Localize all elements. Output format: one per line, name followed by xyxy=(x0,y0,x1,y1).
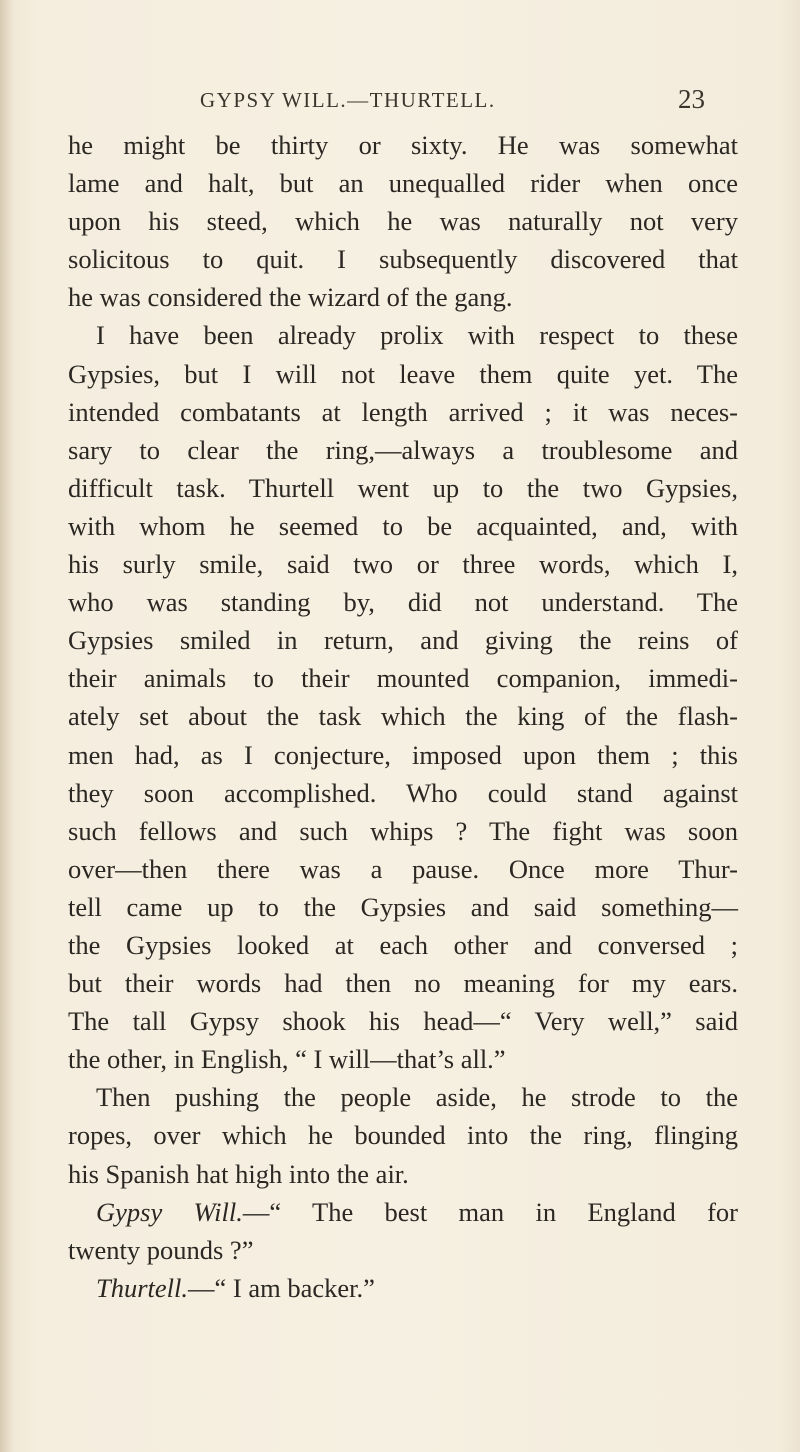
text-line: the other, in English, “ I will—that’s all.” xyxy=(68,1044,506,1075)
dialogue-text: —“ The best man in England for xyxy=(242,1196,738,1227)
page-gutter-shadow xyxy=(0,0,14,1452)
page-number: 23 xyxy=(678,84,705,114)
text-line: upon his steed, which he was naturally not very xyxy=(68,206,738,237)
text-line: Gypsies smiled in return, and giving the reins of xyxy=(68,625,738,656)
text-line: men had, as I conjecture, imposed upon them ; this xyxy=(68,739,738,770)
text-line: he was considered the wizard of the gang. xyxy=(68,282,513,313)
text-line: solicitous to quit. I subsequently discovered that xyxy=(68,244,738,275)
text-line: The tall Gypsy shook his head—“ Very well,” said xyxy=(68,1006,738,1037)
dialogue-line: twenty pounds ?” xyxy=(68,1234,254,1265)
body-text xyxy=(68,126,738,1307)
text-line: his Spanish hat high into the air. xyxy=(68,1158,409,1189)
text-line: who was standing by, did not understand. The xyxy=(68,587,738,618)
text-line: ately set about the task which the king of the flash- xyxy=(68,701,738,732)
text-line: intended combatants at length arrived ; it was neces- xyxy=(68,396,738,427)
running-title: GYPSY WILL.—THURTELL. xyxy=(200,88,496,112)
text-line: I have been already prolix with respect to these xyxy=(96,320,738,351)
text-line: sary to clear the ring,—always a troublesome and xyxy=(68,434,738,465)
text-line: difficult task. Thurtell went up to the two Gypsies, xyxy=(68,472,738,503)
text-line: but their words had then no meaning for my ears. xyxy=(68,968,738,999)
text-line: with whom he seemed to be acquainted, and, with xyxy=(68,510,738,541)
speaker-name: Gypsy Will. xyxy=(96,1196,243,1227)
text-line: Gypsies, but I will not leave them quite yet. The xyxy=(68,358,738,389)
text-line: he might be thirty or sixty. He was somewhat xyxy=(68,130,738,160)
dialogue-text: —“ I am backer.” xyxy=(188,1272,375,1303)
dialogue-line xyxy=(68,1269,738,1307)
text-line: Then pushing the people aside, he strode to the xyxy=(96,1082,738,1113)
text-line: ropes, over which he bounded into the ring, flinging xyxy=(68,1120,738,1151)
text-line: they soon accomplished. Who could stand against xyxy=(68,777,738,808)
text-line: the Gypsies looked at each other and conversed ; xyxy=(68,929,738,960)
speaker-name: Thurtell. xyxy=(96,1272,189,1303)
text-line: over—then there was a pause. Once more Thur- xyxy=(68,853,738,884)
text-line: their animals to their mounted companion, immedi- xyxy=(68,663,738,694)
dialogue-line xyxy=(68,1193,738,1231)
running-head xyxy=(200,84,705,120)
text-line: his surly smile, said two or three words, which I, xyxy=(68,549,738,580)
text-line: such fellows and such whips ? The fight was soon xyxy=(68,815,738,846)
text-line: tell came up to the Gypsies and said something— xyxy=(68,891,738,922)
text-line: lame and halt, but an unequalled rider when once xyxy=(68,168,738,199)
